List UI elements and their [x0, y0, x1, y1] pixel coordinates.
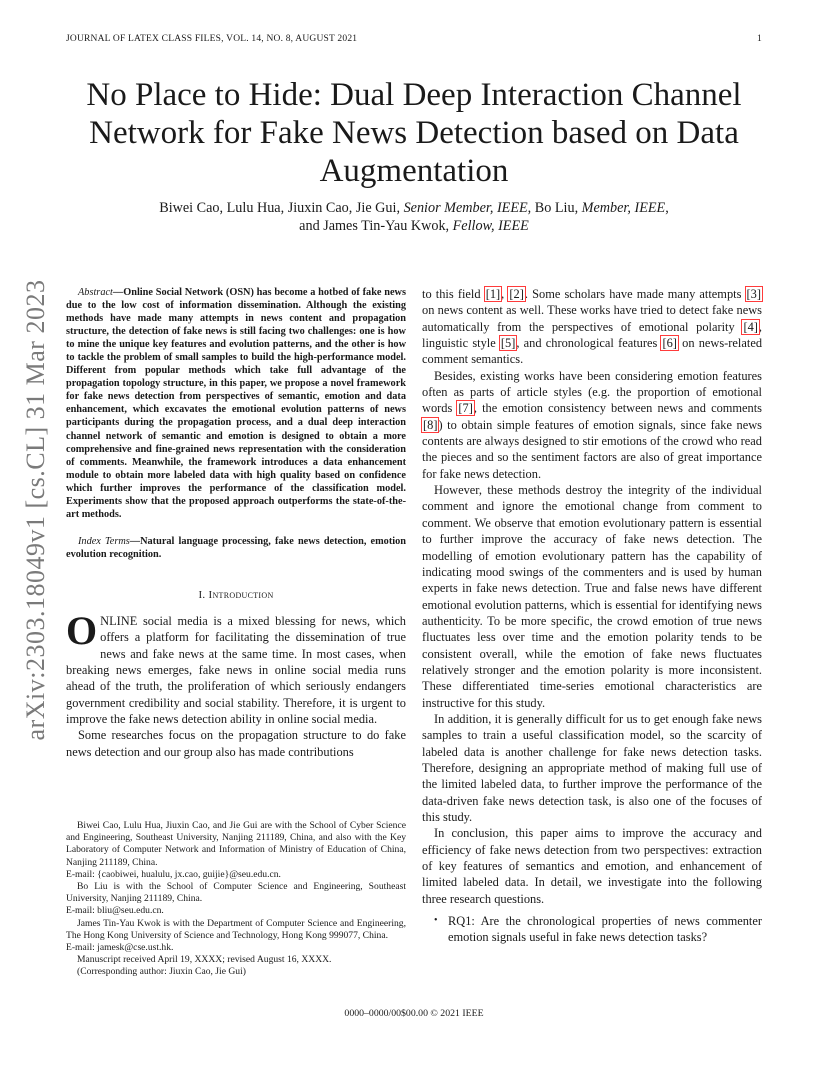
body-text: , linguistic style: [422, 319, 762, 351]
page-number: 1: [757, 34, 762, 44]
body-text: . Some scholars have made many attempts: [524, 287, 746, 301]
body-paragraph: In conclusion, this paper aims to improve the accuracy and efficiency of fake news detection from two perspectives: extraction of key features of semantics and emotion, and enhancement of limited labeled data. In detail, we investigate into the following three research questions.: [422, 826, 762, 906]
section-number: I.: [198, 588, 209, 601]
citation-link[interactable]: [4]: [743, 319, 758, 334]
body-text: on news-related comment semantics.: [422, 336, 763, 367]
left-column: [66, 286, 406, 760]
footnote-manuscript: Manuscript received April 19, XXXX; revised August 16, XXXX.: [77, 954, 332, 966]
authors-part: ,: [665, 200, 669, 216]
section-heading-introduction: [66, 589, 406, 601]
citation-link[interactable]: [7]: [458, 401, 473, 416]
authors-part: Biwei Cao, Lulu Hua, Jiuxin Cao, Jie Gui,: [159, 200, 404, 216]
body-paragraph: However, these methods destroy the integrity of the individual comment and ignore the emotional change from comment to comment. We observe that emotion evolutionary pattern is essential to further improve the accuracy of fake news detection. The modelling of emotion evolutionary pattern has the capability of indicating mood swings of the commenters and is used by human experts in fake news detection. True and false news have different emotional evolution patterns, which is essential for identifying news authenticity. To be more specific, the crowd emotion of true news fluctuates less over time and the emotion polarity tends to be consistent overall, while the emotion of fake news fluctuates relatively stronger and the emotion polarity is more inconsistent. These differentiated time-series emotional characteristics are instructive for this study.: [422, 483, 762, 710]
abstract-label: Abstract: [78, 287, 113, 298]
abstract-text: —Online Social Network (OSN) has become a hotbed of fake news due to the low cost of information dissemination. Although the existing methods have made many attempts in news content and propagation structure, the detection of fake news is still facing two challenges: one is how to mine the unique key features and evolution patterns, and the other is how to tackle the problem of small samples to build the high-performance model. Different from popular methods which take full advantage of the propagation topology structure, in this paper, we propose a novel framework for fake news detection from perspectives of semantic, emotion and data enhancement, which excavates the emotional evolution patterns of news participants during the propagation process, and a dual deep interaction channel network of semantic and emotion is designed to obtain a more comprehensive and fine-grained news representation with the consideration of comments. Meanwhile, the framework introduces a data enhancement module to obtain more labeled data with high quality based on confidence which further improves the performance of the classification model. Experiments show that the proposed approach outperforms the state-of-the-art methods.: [66, 287, 406, 520]
footnotes: [66, 820, 406, 979]
right-column: [422, 286, 762, 946]
body-text: on news content as well. These works have tried to detect fake news automatically from the perspectives of emotional polarity: [422, 303, 762, 334]
body-text: ,: [501, 287, 509, 301]
footnote-email: E-mail: bliu@seu.edu.cn.: [66, 905, 164, 917]
citation-link[interactable]: [2]: [509, 287, 524, 301]
footnote-affiliation: Biwei Cao, Lulu Hua, Jiuxin Cao, and Jie Gui are with the School of Cyber Science and Engineering, Southeast University, Nanjing 211189, China, and also with the Key Laboratory of Computer Network and Information of Ministry of Education of China, Nanjing 211189, China.: [66, 820, 406, 868]
citation-link[interactable]: [3]: [746, 287, 761, 301]
lead-word: NLINE: [100, 613, 138, 628]
index-terms: [66, 535, 406, 561]
bullet-icon: •: [434, 915, 438, 927]
author-list: [60, 199, 768, 235]
research-question-item: [422, 913, 762, 946]
research-questions-list: [422, 913, 762, 946]
footnote-email: E-mail: jamesk@cse.ust.hk.: [66, 942, 174, 954]
body-paragraph: [422, 286, 762, 368]
body-text: , the emotion consistency between news and comments: [473, 401, 762, 416]
body-paragraph: In addition, it is generally difficult for us to get enough fake news samples to train a useful classification model, so the scarcity of labeled data is another challenge for fake news detection tasks. Therefore, designing an appropriate method of making full use of the limited labeled data, to further improve the performance of the data-driven fake news detection task, is also one of the focuses of this study.: [422, 711, 762, 824]
authors-part: and James Tin-Yau Kwok,: [299, 218, 453, 234]
body-text: ) to obtain simple features of emotion signals, since fake news contents are always designed to stir emotions of the crowd who read the pieces and so the sentiment factors are also of great importance for fake news detection.: [422, 417, 762, 481]
footnote-email: E-mail: {caobiwei, hualulu, jx.cao, guijie}@seu.edu.cn.: [66, 868, 281, 880]
abstract: [66, 286, 406, 521]
index-terms-text: —Natural language processing, fake news detection, emotion evolution recognition.: [66, 535, 406, 560]
footnote-corresponding: (Corresponding author: Jiuxin Cao, Jie Gui): [77, 966, 246, 978]
journal-header: JOURNAL OF LATEX CLASS FILES, VOL. 14, NO. 8, AUGUST 2021: [66, 34, 358, 44]
copyright-notice: 0000–0000/00$00.00 © 2021 IEEE: [344, 1008, 484, 1019]
body-text: Besides, existing works have been considering emotion features often as parts of article styles (e.g. the proportion of emotional words: [422, 368, 762, 416]
citation-link[interactable]: [6]: [662, 336, 677, 351]
body-text: , and chronological features: [516, 336, 662, 351]
section-title: Introduction: [208, 588, 274, 601]
intro-text: social media is a mixed blessing for news, which offers a platform for facilitating the dissemination of true news and fake news at the same time. In most cases, when breaking news emerges, fake news in online social media runs ahead of the truth, the proliferation of which seriously endangers government credibility and social stability. Therefore, it is urgent to improve the fake news detection ability in online social media.: [66, 613, 406, 726]
intro-paragraph: [66, 607, 406, 727]
index-terms-label: Index Terms: [78, 535, 130, 547]
authors-part: , Bo Liu,: [527, 200, 582, 216]
body-text: to this field: [422, 287, 485, 301]
footnote-affiliation: James Tin-Yau Kwok is with the Department of Computer Science and Engineering, The Hong Kong University of Science and Technology, Hong Kong 999077, China.: [66, 917, 406, 941]
arxiv-identifier-stamp: arXiv:2303.18049v1 [cs.CL] 31 Mar 2023: [21, 279, 50, 741]
citation-link[interactable]: [8]: [423, 417, 438, 432]
research-question-text: RQ1: Are the chronological properties of news commenter emotion signals useful in fake news detection tasks?: [448, 914, 762, 945]
author-membership: Member, IEEE: [581, 200, 666, 216]
citation-link[interactable]: [1]: [485, 287, 501, 301]
body-paragraph: [422, 368, 762, 482]
paper-title: No Place to Hide: Dual Deep Interaction Channel Network for Fake News Detection based on Data Augmentation: [86, 77, 742, 189]
citation-link[interactable]: [5]: [500, 336, 516, 351]
drop-cap: O: [66, 607, 98, 653]
author-membership: Senior Member, IEEE: [403, 200, 528, 216]
author-membership: Fellow, IEEE: [452, 218, 529, 234]
footnote-affiliation: Bo Liu is with the School of Computer Science and Engineering, Southeast University, Nanjing 211189, China.: [66, 881, 406, 905]
intro-paragraph: Some researches focus on the propagation structure to do fake news detection and our group also has made contributions: [66, 728, 406, 759]
